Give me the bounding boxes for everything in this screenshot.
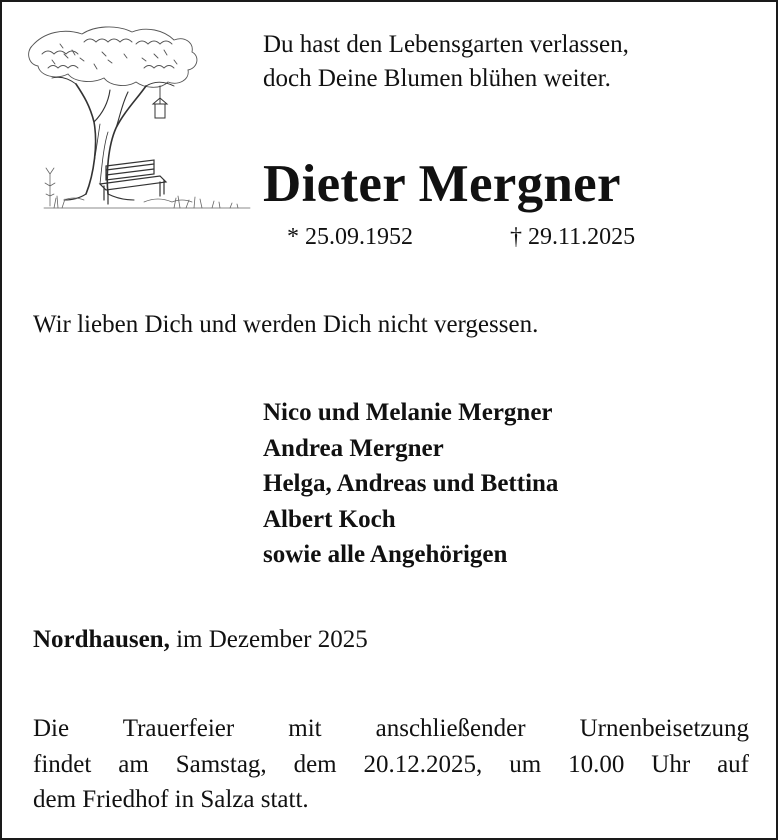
memorial-quote (263, 28, 629, 96)
farewell-line: Wir lieben Dich und werden Dich nicht vergessen. (33, 311, 539, 338)
place-date: im Dezember 2025 (176, 626, 368, 653)
mourner-entry: Albert Koch (263, 505, 396, 533)
place-city: Nordhausen, (33, 626, 170, 653)
mourner-entry: sowie alle Angehörigen (263, 541, 508, 568)
mourner-entry: Helga, Andreas und Bettina (263, 470, 559, 497)
deceased-name: Dieter Mergner (263, 155, 621, 213)
place-and-date (33, 623, 368, 657)
mourners-list (263, 395, 558, 573)
service-line-3: dem Friedhof in Salza statt. (33, 786, 309, 813)
death-date: † 29.11.2025 (510, 224, 636, 250)
service-line-1: Die Trauerfeier mit anschließender Urnenbeisetzung (33, 715, 749, 742)
tree-bench-illustration (24, 24, 256, 212)
quote-line-2: doch Deine Blumen blühen weiter. (263, 65, 611, 92)
mourner-entry: Nico und Melanie Mergner (263, 399, 553, 426)
birth-date: * 25.09.1952 (287, 224, 413, 250)
mourner-entry: Andrea Mergner (263, 434, 444, 462)
service-info (33, 711, 749, 818)
service-line-2: findet am Samstag, dem 20.12.2025, um 10.00 Uhr auf (33, 750, 749, 778)
quote-line-1: Du hast den Lebensgarten verlassen, (263, 31, 629, 58)
